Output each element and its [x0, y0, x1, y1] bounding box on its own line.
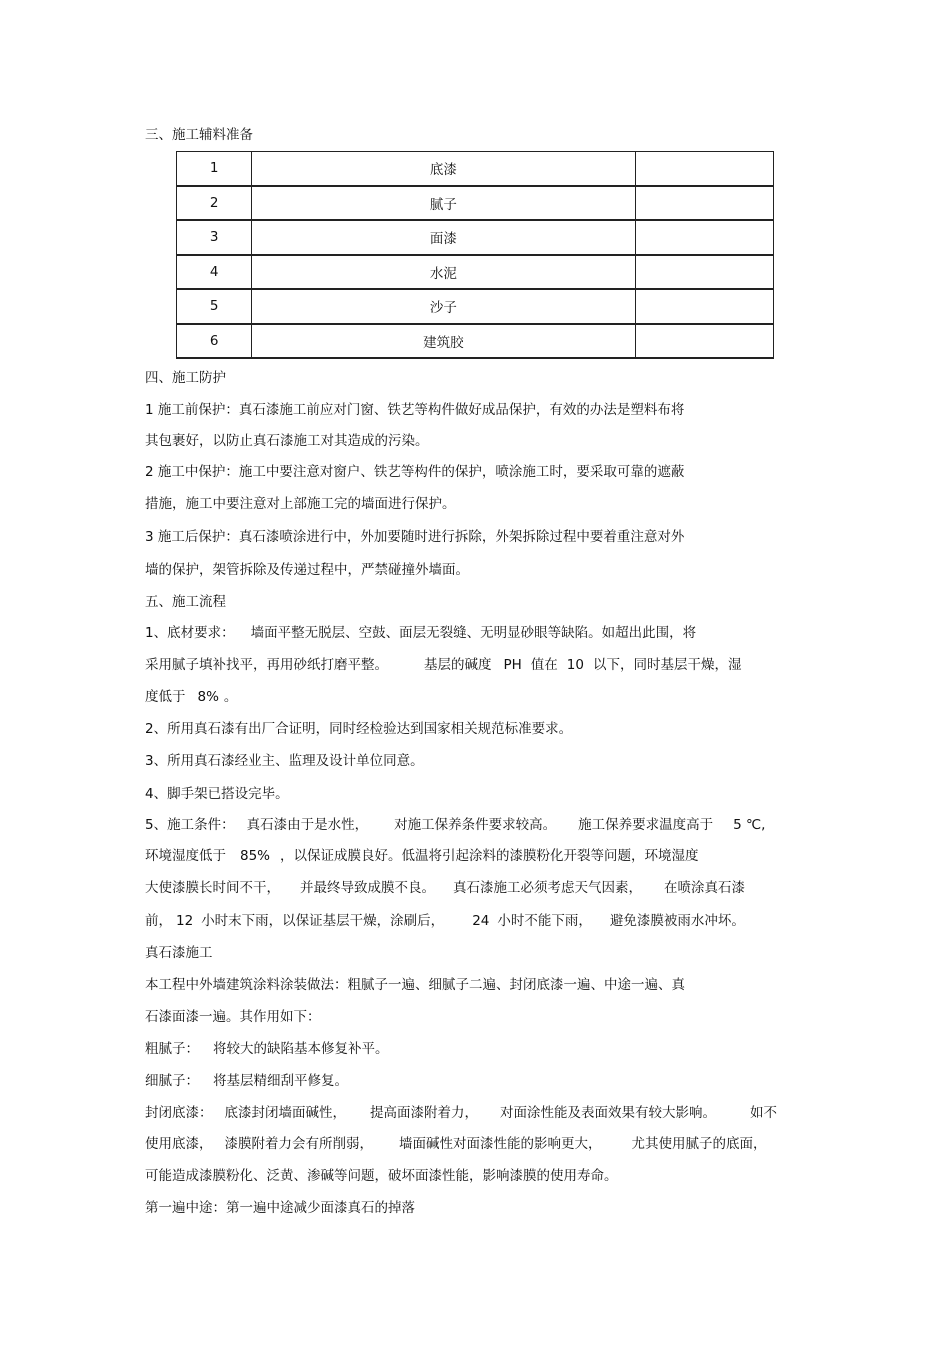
text-segment: 漆膜附着力会有所削弱， — [224, 1136, 373, 1152]
paragraph-line — [145, 847, 699, 865]
text-segment: 8% — [197, 689, 219, 705]
section-heading-process: 五、施工流程 — [145, 594, 226, 610]
text-segment: 小时不能下雨， — [497, 913, 592, 929]
text-segment: PH — [503, 657, 522, 673]
material-name: 水泥 — [252, 255, 635, 290]
text-segment: 10 — [566, 657, 584, 673]
paragraph-line: 墙的保护，架管拆除及传递过程中，严禁碰撞外墙面。 — [145, 562, 469, 578]
row-number: 6 — [177, 324, 252, 359]
paragraph-line — [145, 1072, 348, 1090]
text-segment: 避免漆膜被雨水冲坏。 — [609, 913, 745, 929]
text-segment: 以下，同时基层干燥，湿 — [592, 657, 742, 673]
material-note — [635, 255, 773, 290]
paragraph-line: 第一遍中途：第一遍中途减少面漆真石的掉落 — [145, 1200, 415, 1216]
table-row — [177, 255, 774, 290]
paragraph-line — [145, 1040, 389, 1058]
paragraph-line: 4、脚手架已搭设完毕。 — [145, 786, 289, 802]
materials-table — [176, 151, 774, 359]
text-segment: 对施工保养条件要求较高。 — [394, 817, 557, 833]
text-segment: 并最终导致成膜不良。 — [300, 880, 435, 896]
text-segment: 85% — [240, 848, 271, 864]
row-number: 3 — [177, 220, 252, 255]
paragraph-line: 3、所用真石漆经业主、监理及设计单位同意。 — [145, 753, 424, 769]
text-segment: 前， — [145, 913, 172, 929]
table-row — [177, 324, 774, 359]
text-segment: 12 — [176, 913, 194, 929]
text-segment: 环境湿度低于 — [145, 848, 226, 864]
row-number: 4 — [177, 255, 252, 290]
table-row — [177, 220, 774, 255]
text-segment: 采用腻子填补找平，再用砂纸打磨平整。 — [145, 657, 388, 673]
paragraph-line: 可能造成漆膜粉化、泛黄、渗碱等问题，破坏面漆性能，影响漆膜的使用寿命。 — [145, 1168, 618, 1184]
material-name: 建筑胶 — [252, 324, 635, 359]
paragraph-line: 石漆面漆一遍。其作用如下： — [145, 1009, 321, 1025]
text-segment: 24 — [472, 913, 490, 929]
paragraph-line: 2、所用真石漆有出厂合证明，同时经检验达到国家相关规范标准要求。 — [145, 721, 573, 737]
paragraph-line: 其包裹好，以防止真石漆施工对其造成的污染。 — [145, 433, 429, 449]
paragraph-line — [145, 912, 745, 930]
row-number: 2 — [177, 186, 252, 221]
paragraph-line: 本工程中外墙建筑涂料涂装做法：粗腻子一遍、细腻子二遍、封闭底漆一遍、中途一遍、真 — [145, 977, 685, 993]
item-label: 1、底材要求： — [145, 625, 235, 641]
paragraph-line — [145, 1104, 777, 1122]
material-note — [635, 289, 773, 324]
paragraph-line — [145, 624, 696, 642]
term-label: 细腻子： — [145, 1073, 199, 1089]
text-segment: 对面涂性能及表面效果有较大影响。 — [500, 1105, 716, 1121]
row-number: 1 — [177, 152, 252, 186]
material-note — [635, 220, 773, 255]
text-segment: 墙面平整无脱层、空鼓、面层无裂缝、无明显砂眼等缺陷。如超出此围，将 — [250, 625, 697, 641]
text-segment: 墙面碱性对面漆性能的影响更大， — [399, 1136, 602, 1152]
text-segment: 底漆封闭墙面碱性， — [224, 1105, 346, 1121]
text-segment: 使用底漆， — [145, 1136, 213, 1152]
paragraph-line: 1 施工前保护：真石漆施工前应对门窗、铁艺等构件做好成品保护，有效的办法是塑料布将 — [145, 402, 685, 418]
text-segment: 真石漆施工必须考虑天气因素， — [453, 880, 642, 896]
paragraph-line — [145, 656, 741, 674]
text-segment: 在喷涂真石漆 — [664, 880, 745, 896]
section-heading-protection: 四、施工防护 — [145, 370, 226, 386]
text-segment: 将基层精细刮平修复。 — [213, 1073, 348, 1089]
material-name: 面漆 — [252, 220, 635, 255]
text-segment: 。 — [223, 689, 238, 705]
table-row — [177, 289, 774, 324]
table-row — [177, 152, 774, 186]
paragraph-line: 3 施工后保护：真石漆喷涂进行中，外加要随时进行拆除，外架拆除过程中要着重注意对外 — [145, 529, 685, 545]
table-row — [177, 186, 774, 221]
text-segment: 值在 — [530, 657, 558, 673]
text-segment: 小时末下雨，以保证基层干燥，涂刷后， — [201, 913, 445, 929]
paragraph-line — [145, 816, 765, 834]
material-note — [635, 186, 773, 221]
term-label: 封闭底漆： — [145, 1105, 213, 1121]
text-segment: 5 ℃, — [733, 817, 766, 833]
text-segment: 将较大的缺陷基本修复补平。 — [213, 1041, 389, 1057]
material-name: 底漆 — [252, 152, 635, 186]
paragraph-line — [145, 879, 745, 897]
item-label: 5、施工条件： — [145, 817, 235, 833]
material-note — [635, 324, 773, 359]
row-number: 5 — [177, 289, 252, 324]
text-segment: 真石漆由于是水性， — [246, 817, 369, 833]
section-heading-materials: 三、施工辅料准备 — [145, 127, 253, 143]
paragraph-line: 2 施工中保护：施工中要注意对窗户、铁艺等构件的保护，喷涂施工时，要采取可靠的遮蔽 — [145, 464, 685, 480]
text-segment: 施工保养要求温度高于 — [578, 817, 714, 833]
material-name: 沙子 — [252, 289, 635, 324]
text-segment: 尤其使用腻子的底面， — [631, 1136, 767, 1152]
text-segment: 度低于 — [145, 689, 186, 705]
paragraph-line — [145, 1135, 767, 1153]
text-segment: ，以保证成膜良好。低温将引起涂料的漆膜粉化开裂等问题，环境湿度 — [280, 848, 699, 864]
material-note — [635, 152, 773, 186]
paragraph-line — [145, 688, 237, 706]
paragraph-line: 措施，施工中要注意对上部施工完的墙面进行保护。 — [145, 496, 456, 512]
material-name: 腻子 — [252, 186, 635, 221]
section-heading-application: 真石漆施工 — [145, 945, 213, 961]
text-segment: 大使漆膜长时间不干， — [145, 880, 280, 896]
term-label: 粗腻子： — [145, 1041, 199, 1057]
text-segment: 基层的碱度 — [424, 657, 492, 673]
text-segment: 提高面漆附着力， — [370, 1105, 478, 1121]
text-segment: 如不 — [750, 1105, 777, 1121]
